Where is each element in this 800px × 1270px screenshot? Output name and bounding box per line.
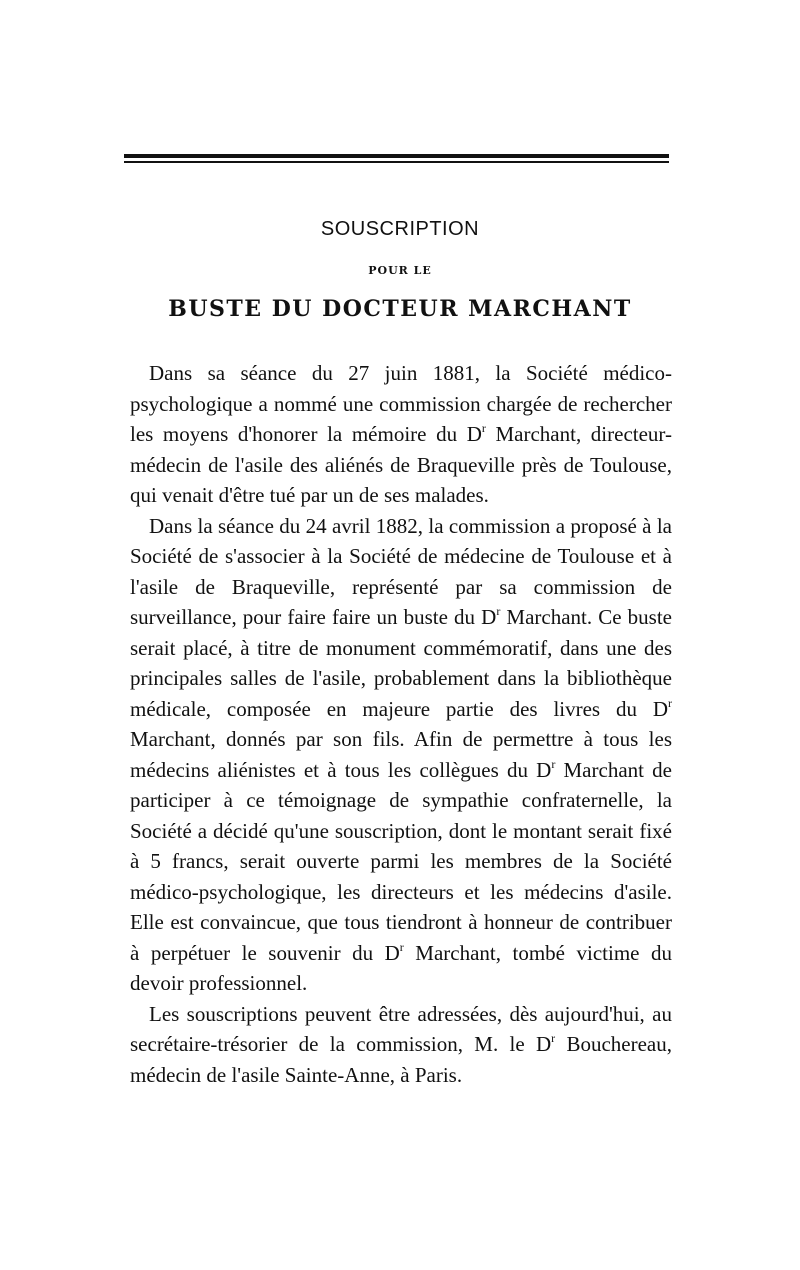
paragraph-text: Dans sa séance du 27 juin 1881, la Société médico-psychologique a nommé une commission chargée de rechercher les moyens d'honorer la mémoire du D <box>130 361 672 446</box>
document-title: SOUSCRIPTION <box>320 218 480 240</box>
paragraph-text: Bouchereau, médecin de l'asile Sainte-Anne, à Paris. <box>130 1032 672 1087</box>
superscript: r <box>496 604 501 618</box>
paragraph-text: Marchant, donnés par son fils. Afin de permettre à tous les médecins aliénistes et à tous les collègues du D <box>130 727 672 782</box>
paragraph-1 <box>130 358 672 511</box>
paragraph-3 <box>130 999 672 1091</box>
header-rule-thin <box>124 161 669 163</box>
superscript: r <box>668 695 672 710</box>
paragraph-2 <box>130 511 672 999</box>
paragraph-text: Marchant de participer à ce témoignage de sympathie confraternelle, la Société a décidé qu'une souscription, dont le montant serait fixé à 5 francs, serait ouverte parmi les membres de la Société médico-psychologique, les directeurs et les médecins d'asile. Elle est convaincue, que tous tiendront à honneur de contribuer à perpétuer le souvenir du D <box>130 757 672 965</box>
superscript: r <box>481 421 486 435</box>
document-subtitle: POUR LE <box>368 264 432 277</box>
paragraph-text: Les souscriptions peuvent être adressées, dès aujourd'hui, au secrétaire-trésorier de la commission, M. le D <box>130 1001 672 1056</box>
header-double-rule <box>124 154 669 163</box>
document-heading: BUSTE DU DOCTEUR MARCHANT <box>168 296 632 322</box>
paragraph-text: Dans la séance du 24 avril 1882, la commission a proposé à la Société de s'associer à la Société de médecine de Toulouse et à l'asile de Braqueville, représenté par sa commission de surveillance, pour faire faire un buste du D <box>130 513 672 629</box>
paragraph-text: Marchant, tombé victime du devoir professionnel. <box>130 940 672 995</box>
superscript: r <box>551 1031 556 1045</box>
superscript: r <box>551 756 556 771</box>
header-rule-thick <box>124 154 669 158</box>
paragraph-text: Marchant. Ce buste serait placé, à titre de monument commémoratif, dans une des principales salles de l'asile, probablement dans la bibliothèque médicale, composée en majeure partie des livres du D <box>130 605 672 721</box>
paragraph-text: Marchant, directeur-médecin de l'asile des aliénés de Braqueville près de Toulouse, qui venait d'être tué par un de ses malades. <box>130 422 672 507</box>
superscript: r <box>399 939 404 954</box>
document-body <box>130 358 672 1090</box>
